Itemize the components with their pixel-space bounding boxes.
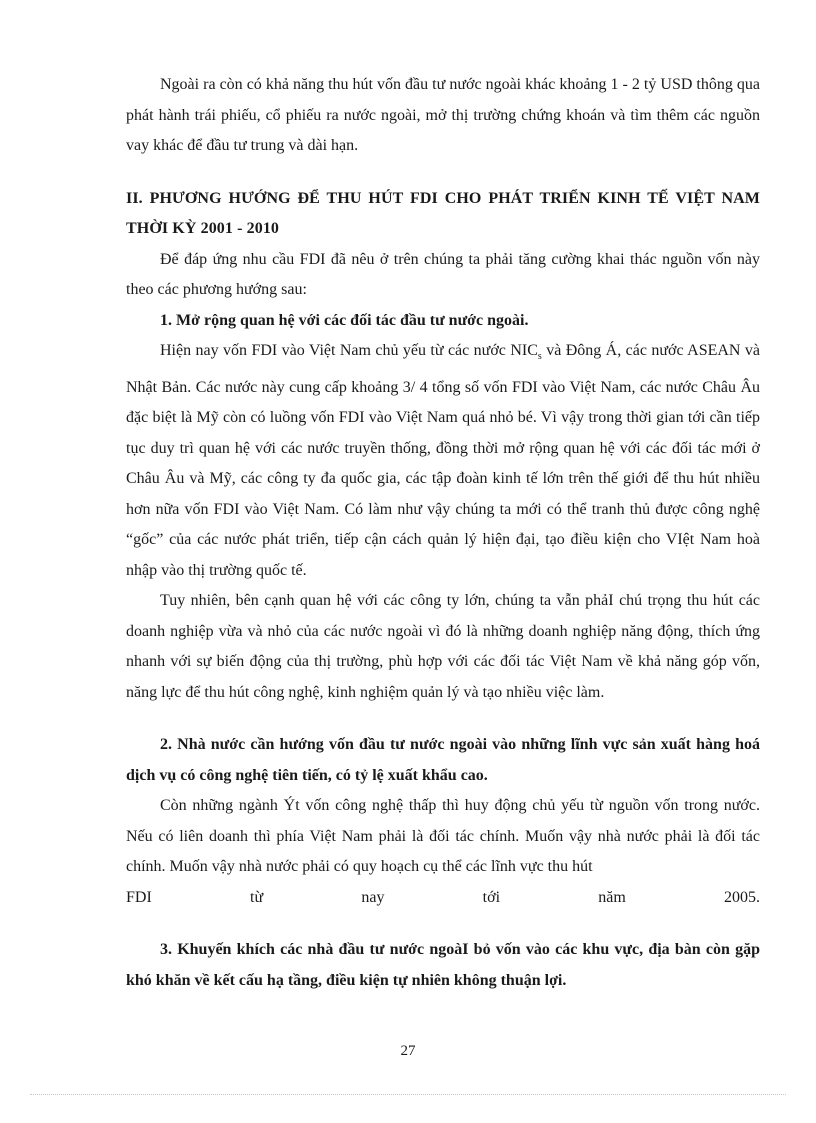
subheading-2: 2. Nhà nước cần hướng vốn đầu tư nước ngoài vào những lĩnh vực sản xuất hàng hoá dịch vụ có công nghệ tiên tiến, có tỷ lệ xuất khẩu cao. (126, 736, 760, 784)
paragraph-fdi-needs: Để đáp ứng nhu cầu FDI đã nêu ở trên chúng ta phải tăng cường khai thác nguồn vốn này theo các phương hướng sau: (126, 250, 760, 298)
page-number: 27 (400, 1043, 416, 1059)
subheading-1: 1. Mở rộng quan hệ với các đối tác đầu tư nước ngoài. (160, 311, 529, 329)
paragraph-small-enterprises: Tuy nhiên, bên cạnh quan hệ với các công ty lớn, chúng ta vẫn phảI chú trọng thu hút các doanh nghiệp vừa và nhỏ của các nước ngoài vì đó là những doanh nghiệp năng động, thích ứng nhanh với sự biến động của thị trường, phù hợp với các đối tác Việt Nam về khả năng góp vốn, năng lực để thu hút công nghệ, kinh nghiệm quản lý và tạo nhiều việc làm. (126, 592, 760, 701)
subheading-3: 3. Khuyến khích các nhà đầu tư nước ngoàI bỏ vốn vào các khu vực, địa bàn còn gặp khó khăn về kết cấu hạ tầng, điều kiện tự nhiên không thuận lợi. (126, 941, 760, 989)
paragraph-fdi-sources-start: Hiện nay vốn FDI vào Việt Nam chủ yếu từ các nước NIC (160, 342, 538, 359)
section-heading-ii: II. PHƯƠNG HƯỚNG ĐỂ THU HÚT FDI CHO PHÁT TRIỂN KINH TẾ VIỆT NAM THỜI KỲ 2001 - 2010 (126, 189, 760, 237)
footer-divider (30, 1094, 786, 1095)
paragraph-low-tech-last-line: FDI từ nay tới năm 2005. (126, 888, 760, 906)
nics-subscript: s (537, 351, 542, 363)
paragraph-low-tech-sectors: Còn những ngành Ýt vốn công nghệ thấp thì huy động chủ yếu từ nguồn vốn trong nước. Nếu có liên doanh thì phía Việt Nam phải là đối tác chính. Muốn vậy nhà nước phải là đối tác chính. Muốn vậy nhà nước phải có quy hoạch cụ thể các lĩnh vực thu hút (126, 797, 760, 876)
paragraph-fdi-sources-rest: và Đông Á, các nước ASEAN và Nhật Bản. Các nước này cung cấp khoảng 3/ 4 tổng số vốn FDI vào Việt Nam, các nước Châu Âu đặc biệt là Mỹ còn có luồng vốn FDI vào Việt Nam quá nhỏ bé. Vì vậy trong thời gian tới cần tiếp tục duy trì quan hệ với các nước truyền thống, đồng thời mở rộng quan hệ với các đối tác mới ở Châu Âu và Mỹ, các công ty đa quốc gia, các tập đoàn kinh tế lớn trên thế giới để thu hút nhiều hơn nữa vốn FDI vào Việt Nam. Có làm như vậy chúng ta mới có thể tranh thủ được công nghệ “gốc” của các nước phát triển, tiếp cận cách quản lý hiện đại, tạo điều kiện cho VIệt Nam hoà nhập vào thị trường quốc tế. (126, 342, 760, 579)
paragraph-foreign-capital: Ngoài ra còn có khả năng thu hút vốn đầu tư nước ngoài khác khoảng 1 - 2 tỷ USD thông qua phát hành trái phiếu, cổ phiếu ra nước ngoài, mở thị trường chứng khoán và tìm thêm các nguồn vay khác để đầu tư trung và dài hạn. (126, 76, 760, 154)
paragraph-fdi-sources (126, 336, 760, 586)
page-body (126, 70, 760, 996)
